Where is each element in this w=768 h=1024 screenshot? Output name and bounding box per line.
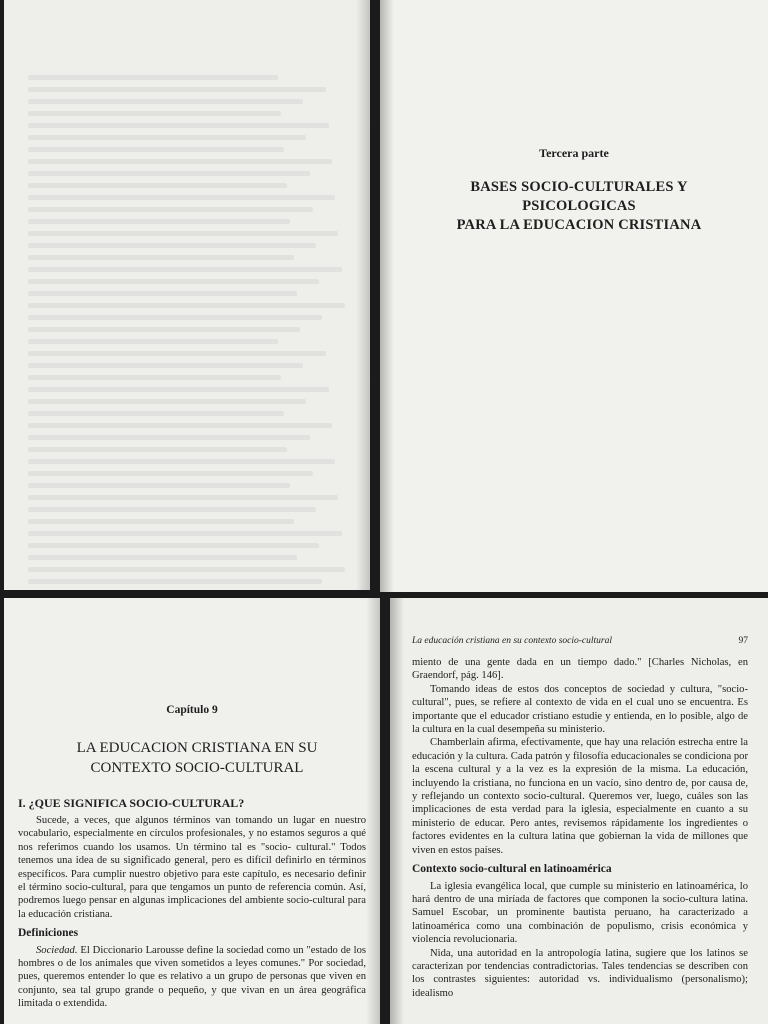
- paragraph: Nida, una autoridad en la antropología latina, sugiere que los latinos se caracterizan por tendencias contradictorias. Tales tendencias se describen con los contrastes siguientes: autoridad vs. individualismo (personalismo); idealismo: [412, 947, 748, 999]
- faded-line: [28, 87, 326, 92]
- faded-line: [28, 447, 287, 452]
- faded-line: [28, 159, 332, 164]
- gutter-shadow: [366, 598, 380, 1024]
- faded-line: [28, 423, 332, 428]
- page-bottom-right: [390, 598, 768, 1024]
- faded-line: [28, 219, 290, 224]
- gutter-shadow: [356, 0, 370, 590]
- faded-line: [28, 315, 322, 320]
- faded-line: [28, 531, 342, 536]
- faded-line: [28, 555, 297, 560]
- faded-line: [28, 411, 284, 416]
- part-title-line: PARA LA EDUCACION CRISTIANA: [456, 217, 702, 233]
- paragraph: [18, 944, 366, 1011]
- paragraph-text: El Diccionario Larousse define la sociedad como un "estado de los hombres o de los animales que viven sometidos a leyes comunes." Por sociedad, pues, queremos entender lo que es relativo a un grupo de personas que viven en conjunto, sea tal grupo grande o pequeño, y que vivan en un área geográfica limitada o extendida.: [18, 944, 366, 1010]
- paragraph: miento de una gente dada en un tiempo dado." [Charles Nicholas, en Graendorf, pág. 146].: [412, 657, 748, 682]
- faded-line: [28, 387, 329, 392]
- faded-text-block: [28, 68, 348, 590]
- faded-line: [28, 207, 313, 212]
- faded-line: [28, 303, 345, 308]
- page-number: 97: [738, 636, 748, 646]
- body-text: [412, 656, 748, 1000]
- part-label: Tercera parte: [539, 146, 609, 160]
- page-top-right: [380, 0, 768, 592]
- faded-line: [28, 483, 290, 488]
- faded-line: [28, 171, 310, 176]
- definition-term: Sociedad.: [36, 944, 78, 956]
- faded-line: [28, 267, 342, 272]
- running-head: [412, 636, 748, 646]
- faded-line: [28, 435, 310, 440]
- faded-line: [28, 399, 306, 404]
- faded-line: [28, 543, 319, 548]
- chapter-title: [34, 738, 360, 778]
- faded-line: [28, 135, 306, 140]
- faded-line: [28, 195, 335, 200]
- faded-line: [28, 579, 322, 584]
- faded-line: [28, 291, 297, 296]
- faded-line: [28, 471, 313, 476]
- faded-line: [28, 327, 300, 332]
- faded-line: [28, 351, 326, 356]
- section-heading: I. ¿QUE SIGNIFICA SOCIO-CULTURAL?: [18, 796, 245, 810]
- faded-line: [28, 243, 316, 248]
- running-head-title: La educación cristiana en su contexto socio-cultural: [412, 636, 612, 646]
- faded-line: [28, 459, 335, 464]
- faded-line: [28, 279, 319, 284]
- paragraph: Tomando ideas de estos dos conceptos de sociedad y cultura, "socio-cultural", pues, se refiere al contexto de vida en el cual uno se encuentra. Es importante que el educador cristiano estudie y entienda, en lo posible, algo de la cultura en la cual desempeña su ministerio.: [412, 683, 748, 736]
- faded-line: [28, 363, 303, 368]
- body-text: [18, 814, 366, 1011]
- faded-line: [28, 375, 281, 380]
- faded-line: [28, 75, 278, 80]
- page-top-left: [4, 0, 370, 590]
- faded-line: [28, 495, 338, 500]
- subheading: Contexto socio-cultural en latinoamérica: [412, 863, 612, 876]
- chapter-title-line: LA EDUCACION CRISTIANA EN SU: [76, 740, 318, 756]
- faded-line: [28, 519, 294, 524]
- faded-line: [28, 183, 287, 188]
- part-title-line: BASES SOCIO-CULTURALES Y: [470, 179, 688, 195]
- faded-line: [28, 567, 345, 572]
- part-title-line: PSICOLOGICAS: [522, 198, 636, 214]
- faded-line: [28, 255, 294, 260]
- gutter-shadow: [380, 0, 394, 592]
- paragraph: Sucede, a veces, que algunos términos van tomando un lugar en nuestro vocabulario, especialmente en círculos profesionales, y no estamos seguros a qué nos referimos cuando los usamos. Un término tal es "socio- cultural." Todos tenemos una idea de su significado general, pero es difícil definirlo en términos específicos. Para cumplir nuestro objetivo para este capítulo, es necesario definir el término socio-cultural, para que tengamos un punto de referencia común. Así, podremos luego pensar en algunas implicaciones del ambiente socio-cultural para la educación cristiana.: [18, 815, 366, 920]
- paragraph: La iglesia evangélica local, que cumple su ministerio en latinoamérica, lo hará dentro de una miríada de factores que componen la socio-cultura latina. Samuel Escobar, un prominente bautista peruano, ha caracterizado a latinoamérica como una combinación de populismo, crisis económica y violencia revolucionaria.: [412, 880, 748, 946]
- faded-line: [28, 111, 281, 116]
- faded-line: [28, 231, 338, 236]
- subheading: Definiciones: [18, 927, 79, 940]
- part-title: [410, 178, 748, 235]
- faded-line: [28, 339, 278, 344]
- gutter-shadow: [390, 598, 404, 1024]
- paragraph: Chamberlain afirma, efectivamente, que hay una relación estrecha entre la educación y la cultura. Cada patrón y filosofía educacionales se condiciona por la escena cultural y a la vez es la expresión de la misma. La educación, incluyendo la cristiana, no funciona en un vacío, sino dentro de, por causa de, y reflejando un contexto socio-cultural. Queremos ver, luego, cuáles son las implicaciones de esta verdad para la iglesia, especialmente en cuanto a su ministerio de educar. Pero antes, revisemos rápidamente los ingredientes o factores evidentes en la cultura latina que gobiernan la vida de millones que viven en estos países.: [412, 737, 748, 856]
- page-bottom-left: [4, 598, 380, 1024]
- faded-line: [28, 123, 329, 128]
- faded-line: [28, 507, 316, 512]
- chapter-title-line: CONTEXTO SOCIO-CULTURAL: [90, 760, 304, 776]
- faded-line: [28, 147, 284, 152]
- chapter-label: Capítulo 9: [166, 704, 218, 716]
- faded-line: [28, 99, 303, 104]
